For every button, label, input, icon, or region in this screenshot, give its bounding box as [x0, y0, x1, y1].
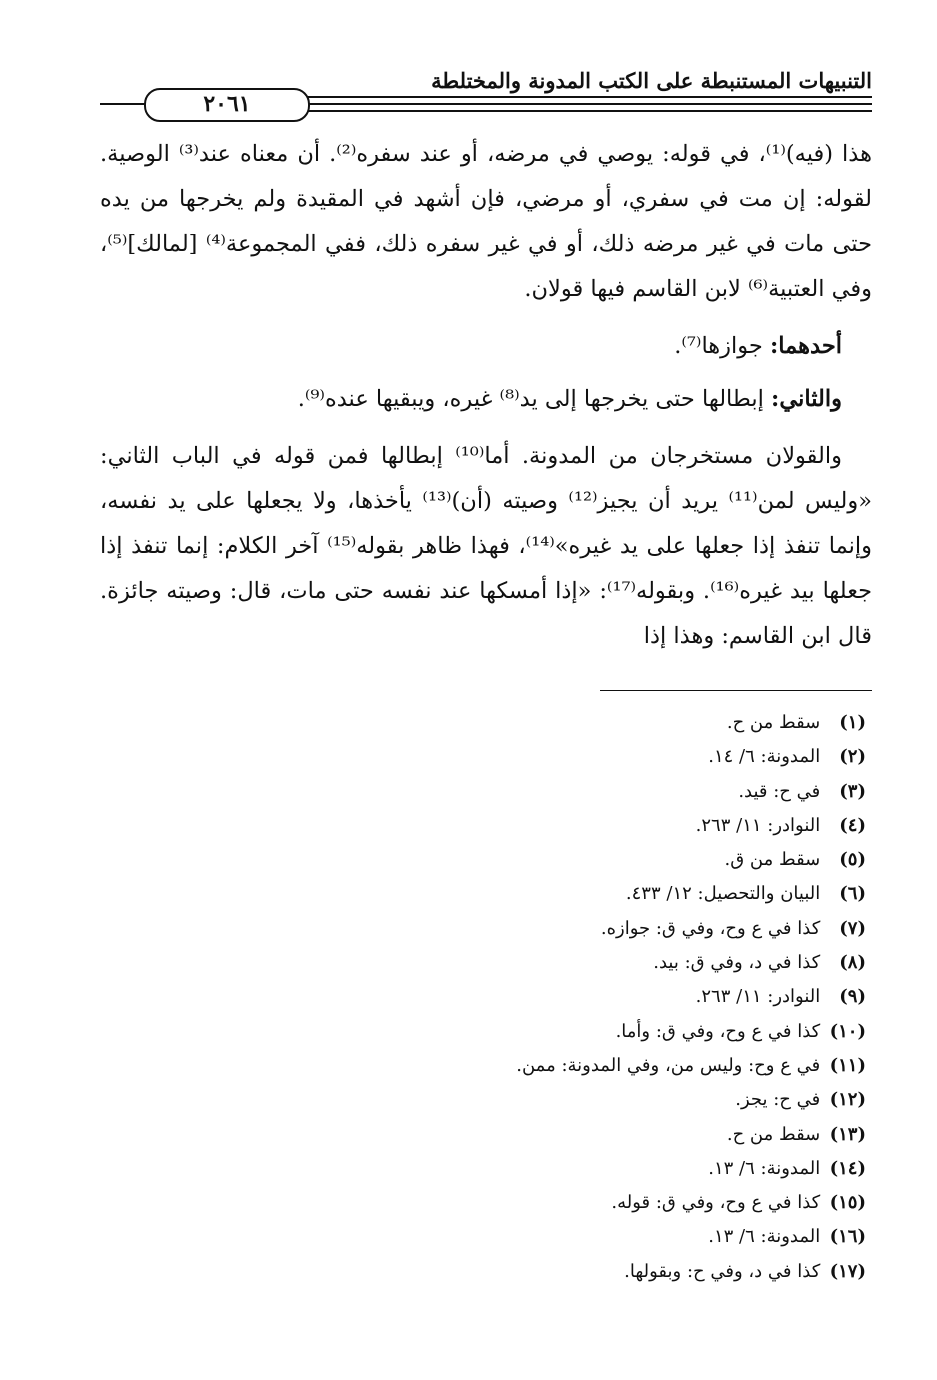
paragraph-2-label: أحدهما:: [769, 333, 842, 359]
page-number: ٢٠٦١: [144, 88, 310, 122]
footnote-text: في ع وح: وليس من، وفي المدونة: ممن.: [516, 1054, 821, 1076]
footnote-2: [100, 740, 872, 774]
footnote-5: [100, 843, 872, 877]
running-title: التنبيهات المستنبطة على الكتب المدونة والمختلطة: [431, 68, 872, 93]
footnote-text: النوادر: ١١/ ٢٦٣.: [695, 986, 821, 1008]
footnote-17: [100, 1255, 872, 1289]
footnote-number: (٤): [839, 814, 866, 836]
footnote-text: كذا في د، وفي ق: بيد.: [653, 952, 821, 974]
footnote-text: البيان والتحصيل: ١٢/ ٤٣٣.: [625, 883, 821, 905]
footnote-separator: [600, 690, 872, 691]
footnote-number: (١٢): [829, 1089, 866, 1111]
footnote-12: [100, 1083, 872, 1117]
header-rule-bottom: [250, 110, 872, 112]
footnote-text: كذا في د، وفي ح: وبقولها.: [624, 1260, 821, 1282]
footnote-4: [100, 809, 872, 843]
footnote-text: في ح: يجز.: [735, 1089, 821, 1111]
page-header: [100, 58, 872, 128]
footnote-text: كذا في ع وح، وفي ق: وأما.: [615, 1020, 821, 1042]
footnote-text: في ح: قيد.: [738, 780, 821, 802]
footnote-text: سقط من ح.: [726, 1123, 821, 1145]
paragraph-2-text: جوازها⁽⁷⁾.: [674, 333, 770, 359]
footnote-text: سقط من ق.: [724, 849, 821, 871]
paragraph-1: هذا (فيه)⁽¹⁾، في قوله: يوصي في مرضه، أو عند سفره⁽²⁾. أن معناه عند⁽³⁾ الوصية. لقوله: إن مت في سفري، أو مرضي، فإن أشهد في المقيدة ولم يخرجها من يده حتى مات في غير مرضه ذلك، أو في غير سفره ذلك، ففي المجموعة⁽⁴⁾ [لمالك]⁽⁵⁾، وفي العتبية⁽⁶⁾ لابن القاسم فيها قولان.: [100, 141, 872, 302]
footnote-number: (٣): [839, 780, 866, 802]
footnote-text: كذا في ع وح، وفي ق: جوازه.: [600, 917, 821, 939]
footnote-text: المدونة: ٦/ ١٣.: [708, 1226, 821, 1248]
paragraph-4: والقولان مستخرجان من المدونة. أما⁽¹⁰⁾ إبطالها فمن قوله في الباب الثاني: «وليس لمن⁽¹¹⁾ يريد أن يجيز⁽¹²⁾ وصيته (أن)⁽¹³⁾ يأخذها، ولا يجعلها على يد نفسه، وإنما تنفذ إذا جعلها على يد غيره»⁽¹⁴⁾، فهذا ظاهر بقوله⁽¹⁵⁾ آخر الكلام: إنما تنفذ إذا جعلها بيد غيره⁽¹⁶⁾. وبقوله⁽¹⁷⁾: «إذا أمسكها عند نفسه حتى مات، قال: وصيته جائزة. قال ابن القاسم: وهذا إذا: [100, 443, 873, 649]
main-text: [100, 132, 872, 659]
footnote-number: (١): [839, 712, 866, 733]
paragraph-2: [100, 324, 872, 369]
footnote-number: (٢): [839, 746, 866, 768]
footnote-10: [100, 1015, 872, 1049]
paragraph-3-label: والثاني:: [771, 386, 842, 412]
footnote-9: [100, 980, 872, 1014]
footnote-number: (١٠): [829, 1020, 866, 1042]
footnote-text: المدونة: ٦/ ١٤.: [708, 746, 821, 768]
footnote-14: [100, 1152, 872, 1186]
header-rule-top: [250, 96, 872, 98]
footnote-15: [100, 1186, 872, 1220]
footnote-number: (٦): [839, 883, 866, 905]
footnote-16: [100, 1220, 872, 1254]
footnotes: [100, 706, 872, 1289]
footnote-number: (١٥): [829, 1192, 866, 1214]
footnote-7: [100, 912, 872, 946]
paragraph-3: [100, 377, 872, 422]
footnote-number: (٨): [839, 952, 866, 974]
footnote-number: (٧): [839, 917, 866, 939]
footnote-text: سقط من ح.: [726, 712, 821, 733]
footnote-number: (١٤): [829, 1157, 866, 1179]
footnote-number: (٥): [839, 849, 866, 871]
footnote-11: [100, 1049, 872, 1083]
footnote-number: (١١): [829, 1054, 866, 1076]
footnote-number: (١٦): [829, 1226, 866, 1248]
footnote-number: (١٧): [829, 1260, 866, 1282]
footnote-text: النوادر: ١١/ ٢٦٣.: [695, 814, 821, 836]
footnote-13: [100, 1118, 872, 1152]
footnote-text: المدونة: ٦/ ١٣.: [708, 1157, 821, 1179]
footnote-1: [100, 706, 872, 740]
footnote-3: [100, 775, 872, 809]
footnote-text: كذا في ع وح، وفي ق: قوله.: [611, 1192, 821, 1214]
footnote-8: [100, 946, 872, 980]
footnote-number: (١٣): [829, 1123, 866, 1145]
paragraph-3-text: إبطالها حتى يخرجها إلى يد⁽⁸⁾ غيره، ويبقيها عنده⁽⁹⁾.: [297, 386, 772, 412]
footnote-6: [100, 877, 872, 911]
footnote-number: (٩): [839, 986, 866, 1008]
